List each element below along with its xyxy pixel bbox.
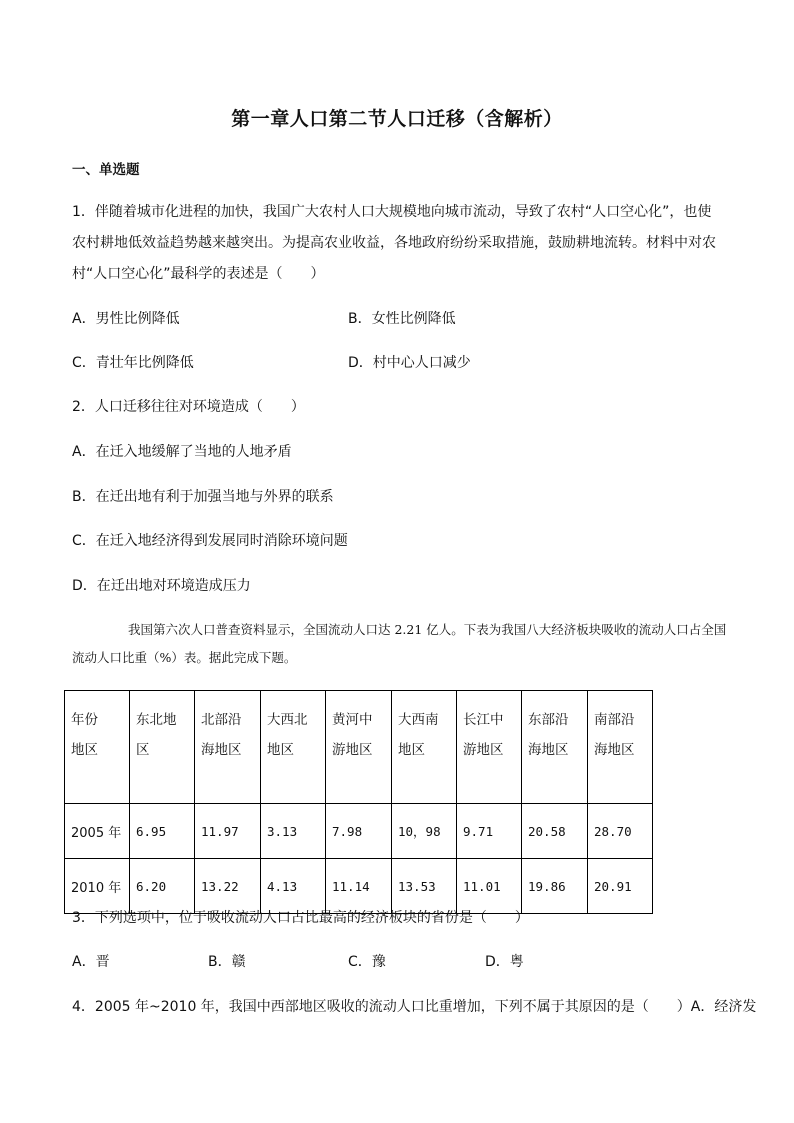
table-value-cell: 11.01 (457, 859, 522, 914)
header-text: 东北地 (136, 712, 177, 728)
question-3-option-a: A．晋 (72, 954, 110, 970)
table-value-cell: 13.53 (392, 859, 457, 914)
table-header-cell (130, 691, 195, 804)
header-text: 区 (136, 742, 150, 758)
table-value-cell: 20.58 (522, 804, 588, 859)
table-value-cell: 11.14 (326, 859, 392, 914)
table-header-cell (261, 691, 326, 804)
table-year-cell: 2005 年 (65, 804, 130, 859)
question-3-option-b: B．赣 (208, 954, 246, 970)
table-header-cell (195, 691, 261, 804)
table-value-cell: 20.91 (588, 859, 653, 914)
corner-label-year: 年份 (71, 712, 98, 728)
header-text: 东部沿 (528, 712, 569, 728)
table-header-cell (457, 691, 522, 804)
table-corner-cell (65, 691, 130, 804)
header-text: 大西南 (398, 712, 439, 728)
header-text: 地区 (267, 742, 294, 758)
table-header-cell (392, 691, 457, 804)
header-text: 游地区 (463, 742, 504, 758)
question-1-option-d: D．村中心人口减少 (348, 355, 471, 371)
header-text: 海地区 (528, 742, 569, 758)
table-value-cell: 19.86 (522, 859, 588, 914)
table-value-cell: 6.95 (130, 804, 195, 859)
question-1-option-b: B．女性比例降低 (348, 311, 456, 327)
table-value-cell: 4.13 (261, 859, 326, 914)
table-value-cell: 6.20 (130, 859, 195, 914)
table-header-cell (588, 691, 653, 804)
page-title: 第一章人口第二节人口迁移（含解析） (231, 108, 563, 130)
header-text: 游地区 (332, 742, 373, 758)
question-1-line-2: 农村耕地低效益趋势越来越突出。为提高农业收益，各地政府纷纷采取措施，鼓励耕地流转。材料中对农 (72, 235, 716, 251)
question-1-option-a: A．男性比例降低 (72, 311, 180, 327)
table-value-cell: 9.71 (457, 804, 522, 859)
table-value-cell: 3.13 (261, 804, 326, 859)
question-3-option-d: D．粤 (485, 954, 524, 970)
question-1-line-1: 1．伴随着城市化进程的加快，我国广大农村人口大规模地向城市流动，导致了农村“人口空心化”，也使 (72, 204, 712, 220)
table-header-cell (326, 691, 392, 804)
table-row (65, 804, 653, 859)
table-header-row (65, 691, 653, 804)
table-value-cell: 10，98 (392, 804, 457, 859)
table-intro-paragraph: 我国第六次人口普查资料显示，全国流动人口达 2.21 亿人。下表为我国八大经济板块吸收的流动人口占全国流动人口比重（%）表。据此完成下题。 (72, 622, 727, 665)
question-2-stem: 2．人口迁移往往对环境造成（ ） (72, 399, 305, 415)
question-2-option-a: A．在迁入地缓解了当地的人地矛盾 (72, 444, 292, 460)
question-1-option-c: C．青壮年比例降低 (72, 355, 194, 371)
corner-label-region: 地区 (71, 742, 98, 758)
header-text: 大西北 (267, 712, 308, 728)
table-header-cell (522, 691, 588, 804)
header-text: 北部沿 (201, 712, 242, 728)
header-text: 地区 (398, 742, 425, 758)
section-heading: 一、单选题 (72, 162, 140, 178)
table-value-cell: 7.98 (326, 804, 392, 859)
population-share-table (64, 690, 653, 914)
table-year-cell: 2010 年 (65, 859, 130, 914)
question-3-option-c: C．豫 (348, 954, 386, 970)
table-value-cell: 28.70 (588, 804, 653, 859)
table-value-cell: 13.22 (195, 859, 261, 914)
header-text: 海地区 (594, 742, 635, 758)
header-text: 长江中 (463, 712, 504, 728)
question-1-line-3: 村“人口空心化”最科学的表述是（ ） (72, 266, 325, 282)
header-text: 黄河中 (332, 712, 373, 728)
question-3-stem: 3．下列选项中，位于吸收流动人口占比最高的经济板块的省份是（ ） (72, 910, 529, 926)
question-2-option-d: D．在迁出地对环境造成压力 (72, 578, 251, 594)
question-2-option-c: C．在迁入地经济得到发展同时消除环境问题 (72, 533, 348, 549)
table-value-cell: 11.97 (195, 804, 261, 859)
header-text: 南部沿 (594, 712, 635, 728)
table-row (65, 859, 653, 914)
question-4-stem: 4．2005 年~2010 年，我国中西部地区吸收的流动人口比重增加，下列不属于其原因的是（ ）A．经济发 (72, 999, 757, 1015)
header-text: 海地区 (201, 742, 242, 758)
question-2-option-b: B．在迁出地有利于加强当地与外界的联系 (72, 489, 334, 505)
